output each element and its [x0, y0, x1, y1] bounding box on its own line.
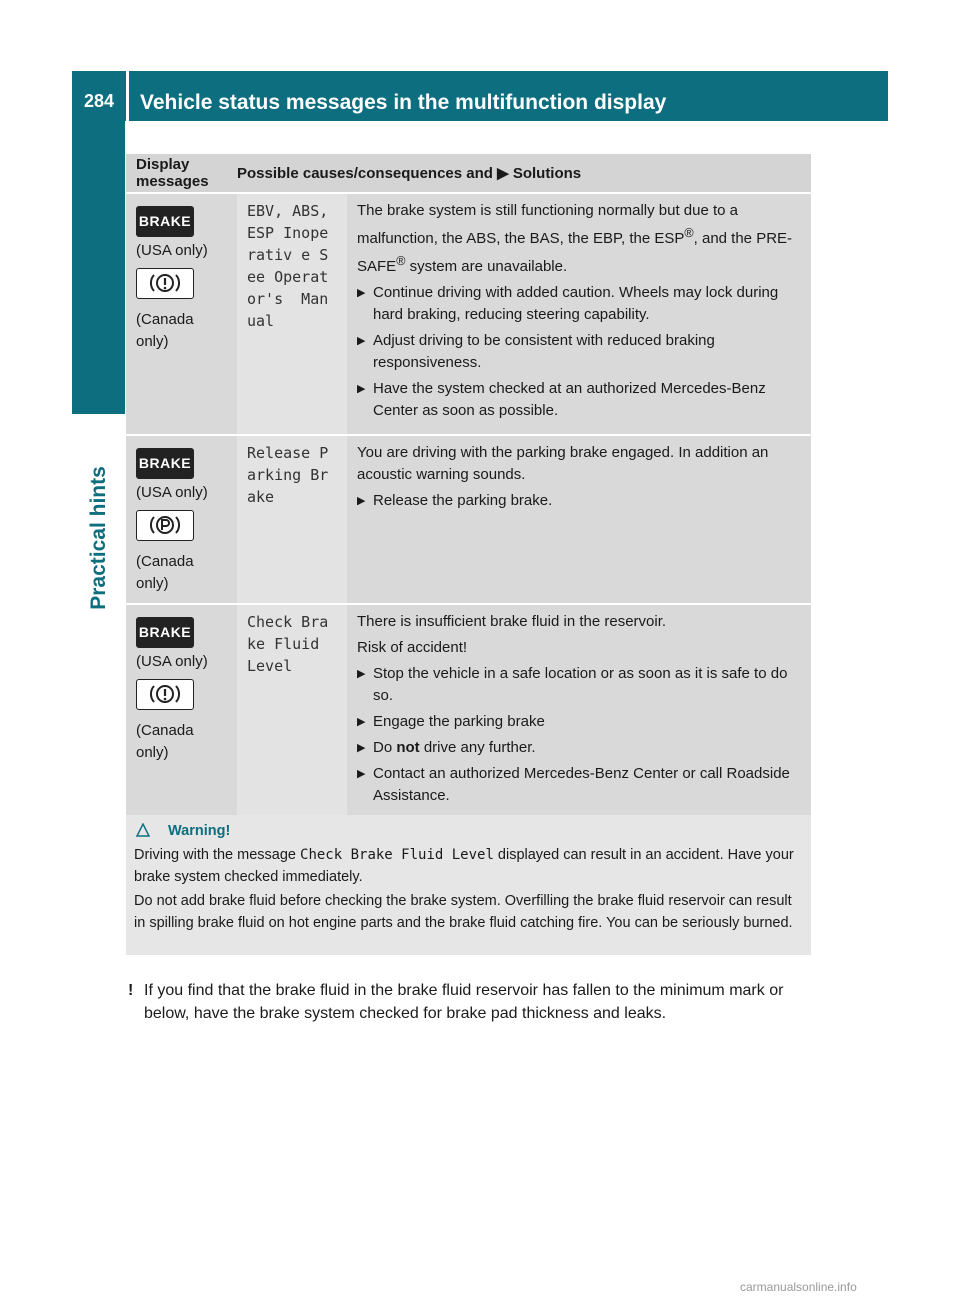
arrow-right-icon: ▶ — [357, 668, 366, 680]
column-header-causes: Possible causes/consequences and ▶ Solutions — [237, 154, 811, 193]
warning-title: Warning! — [168, 823, 231, 839]
page-title: Vehicle status messages in the multifunction display — [140, 91, 667, 114]
brake-warning-icon: BRAKE — [136, 617, 194, 648]
status-messages-table — [126, 154, 811, 847]
lamp-cell — [126, 435, 237, 604]
arrow-right-icon: ▶ — [357, 768, 366, 780]
arrow-right-icon: ▶ — [357, 287, 366, 299]
warning-triangle-icon — [136, 823, 150, 837]
table-row — [126, 193, 811, 435]
brake-warning-icon: BRAKE — [136, 448, 194, 479]
parking-brake-circle-icon — [136, 510, 194, 541]
arrow-right-icon: ▶ — [357, 383, 366, 395]
solution-step: ▶ Continue driving with added caution. Wheels may lock during hard braking, reducing steering capability. — [357, 284, 779, 323]
solution-step: ▶ Contact an authorized Mercedes-Benz Center or call Roadside Assistance. — [357, 765, 790, 804]
brake-circle-icon — [136, 679, 194, 710]
solution-step: ▶ Release the parking brake. — [357, 490, 801, 512]
solution-step: ▶ Adjust driving to be consistent with reduced braking responsiveness. — [357, 332, 715, 371]
display-message: Release Parking Brake — [237, 435, 347, 604]
page-number: 284 — [83, 91, 115, 111]
canada-label: (Canada only) — [136, 722, 194, 761]
brake-warning-icon: BRAKE — [136, 206, 194, 237]
cause-text: There is insufficient brake fluid in the reservoir. — [357, 613, 667, 630]
column-header-display: Display messages — [126, 154, 237, 193]
lamp-cell — [126, 604, 237, 846]
cause-cell — [347, 435, 811, 604]
warning-box — [126, 815, 811, 955]
warning-paragraph: Driving with the message Check Brake Fluid Level displayed can result in an accident. Have your brake system checked immediately. — [134, 847, 794, 885]
notice-text: If you find that the brake fluid in the brake fluid reservoir has fallen to the minimum mark or below, have the brake system checked for brake pad thickness and leaks. — [144, 982, 784, 1022]
arrow-right-icon: ▶ — [357, 716, 366, 728]
notice-note — [128, 979, 814, 1025]
warning-body — [134, 844, 806, 936]
usa-label: (USA only) — [136, 242, 208, 259]
cause-text: The brake system is still functioning normally but due to a malfunction, the ABS, the BAS, the EBP, the ESP®, and the PRE-SAFE® system are unavailable. — [357, 202, 793, 275]
section-tab — [79, 418, 119, 658]
lamp-cell — [126, 193, 237, 435]
arrow-right-icon: ▶ — [357, 335, 366, 347]
arrow-right-icon: ▶ — [357, 742, 366, 754]
sidebar-bar — [72, 121, 125, 414]
canada-label: (Canada only) — [136, 553, 194, 592]
solution-step: ▶ Have the system checked at an authorized Mercedes-Benz Center as soon as possible. — [357, 380, 766, 419]
solution-step: ▶ Engage the parking brake — [357, 711, 801, 733]
header-divider — [126, 71, 129, 121]
usa-label: (USA only) — [136, 484, 208, 501]
cause-text: You are driving with the parking brake engaged. In addition an acoustic warning sounds. — [357, 444, 769, 483]
cause-cell — [347, 193, 811, 435]
table-row — [126, 435, 811, 604]
solution-step: ▶ Stop the vehicle in a safe location or as soon as it is safe to do so. — [357, 665, 788, 704]
section-tab-label: Practical hints — [87, 466, 110, 610]
display-message: Check Brake Fluid Level — [237, 604, 347, 846]
cause-cell — [347, 604, 811, 846]
canada-label: (Canada only) — [136, 311, 194, 350]
page-header — [72, 71, 888, 121]
warning-paragraph: Do not add brake fluid before checking the brake system. Overfilling the brake fluid reservoir can result in spilling brake fluid on hot engine parts and the brake fluid catching fire. You can be seriously burned. — [134, 893, 793, 931]
usa-label: (USA only) — [136, 653, 208, 670]
solution-step: ▶ Do not drive any further. — [357, 737, 801, 759]
brake-circle-icon — [136, 268, 194, 299]
display-message: EBV, ABS, ESP Inoperativ e See Operator's Manual — [237, 193, 347, 435]
table-row — [126, 604, 811, 846]
notice-mark: ! — [128, 982, 134, 999]
cause-text-risk: Risk of accident! — [357, 639, 468, 656]
arrow-right-icon: ▶ — [357, 495, 366, 507]
watermark: carmanualsonline.info — [740, 1280, 857, 1294]
table-header-row — [126, 154, 811, 193]
